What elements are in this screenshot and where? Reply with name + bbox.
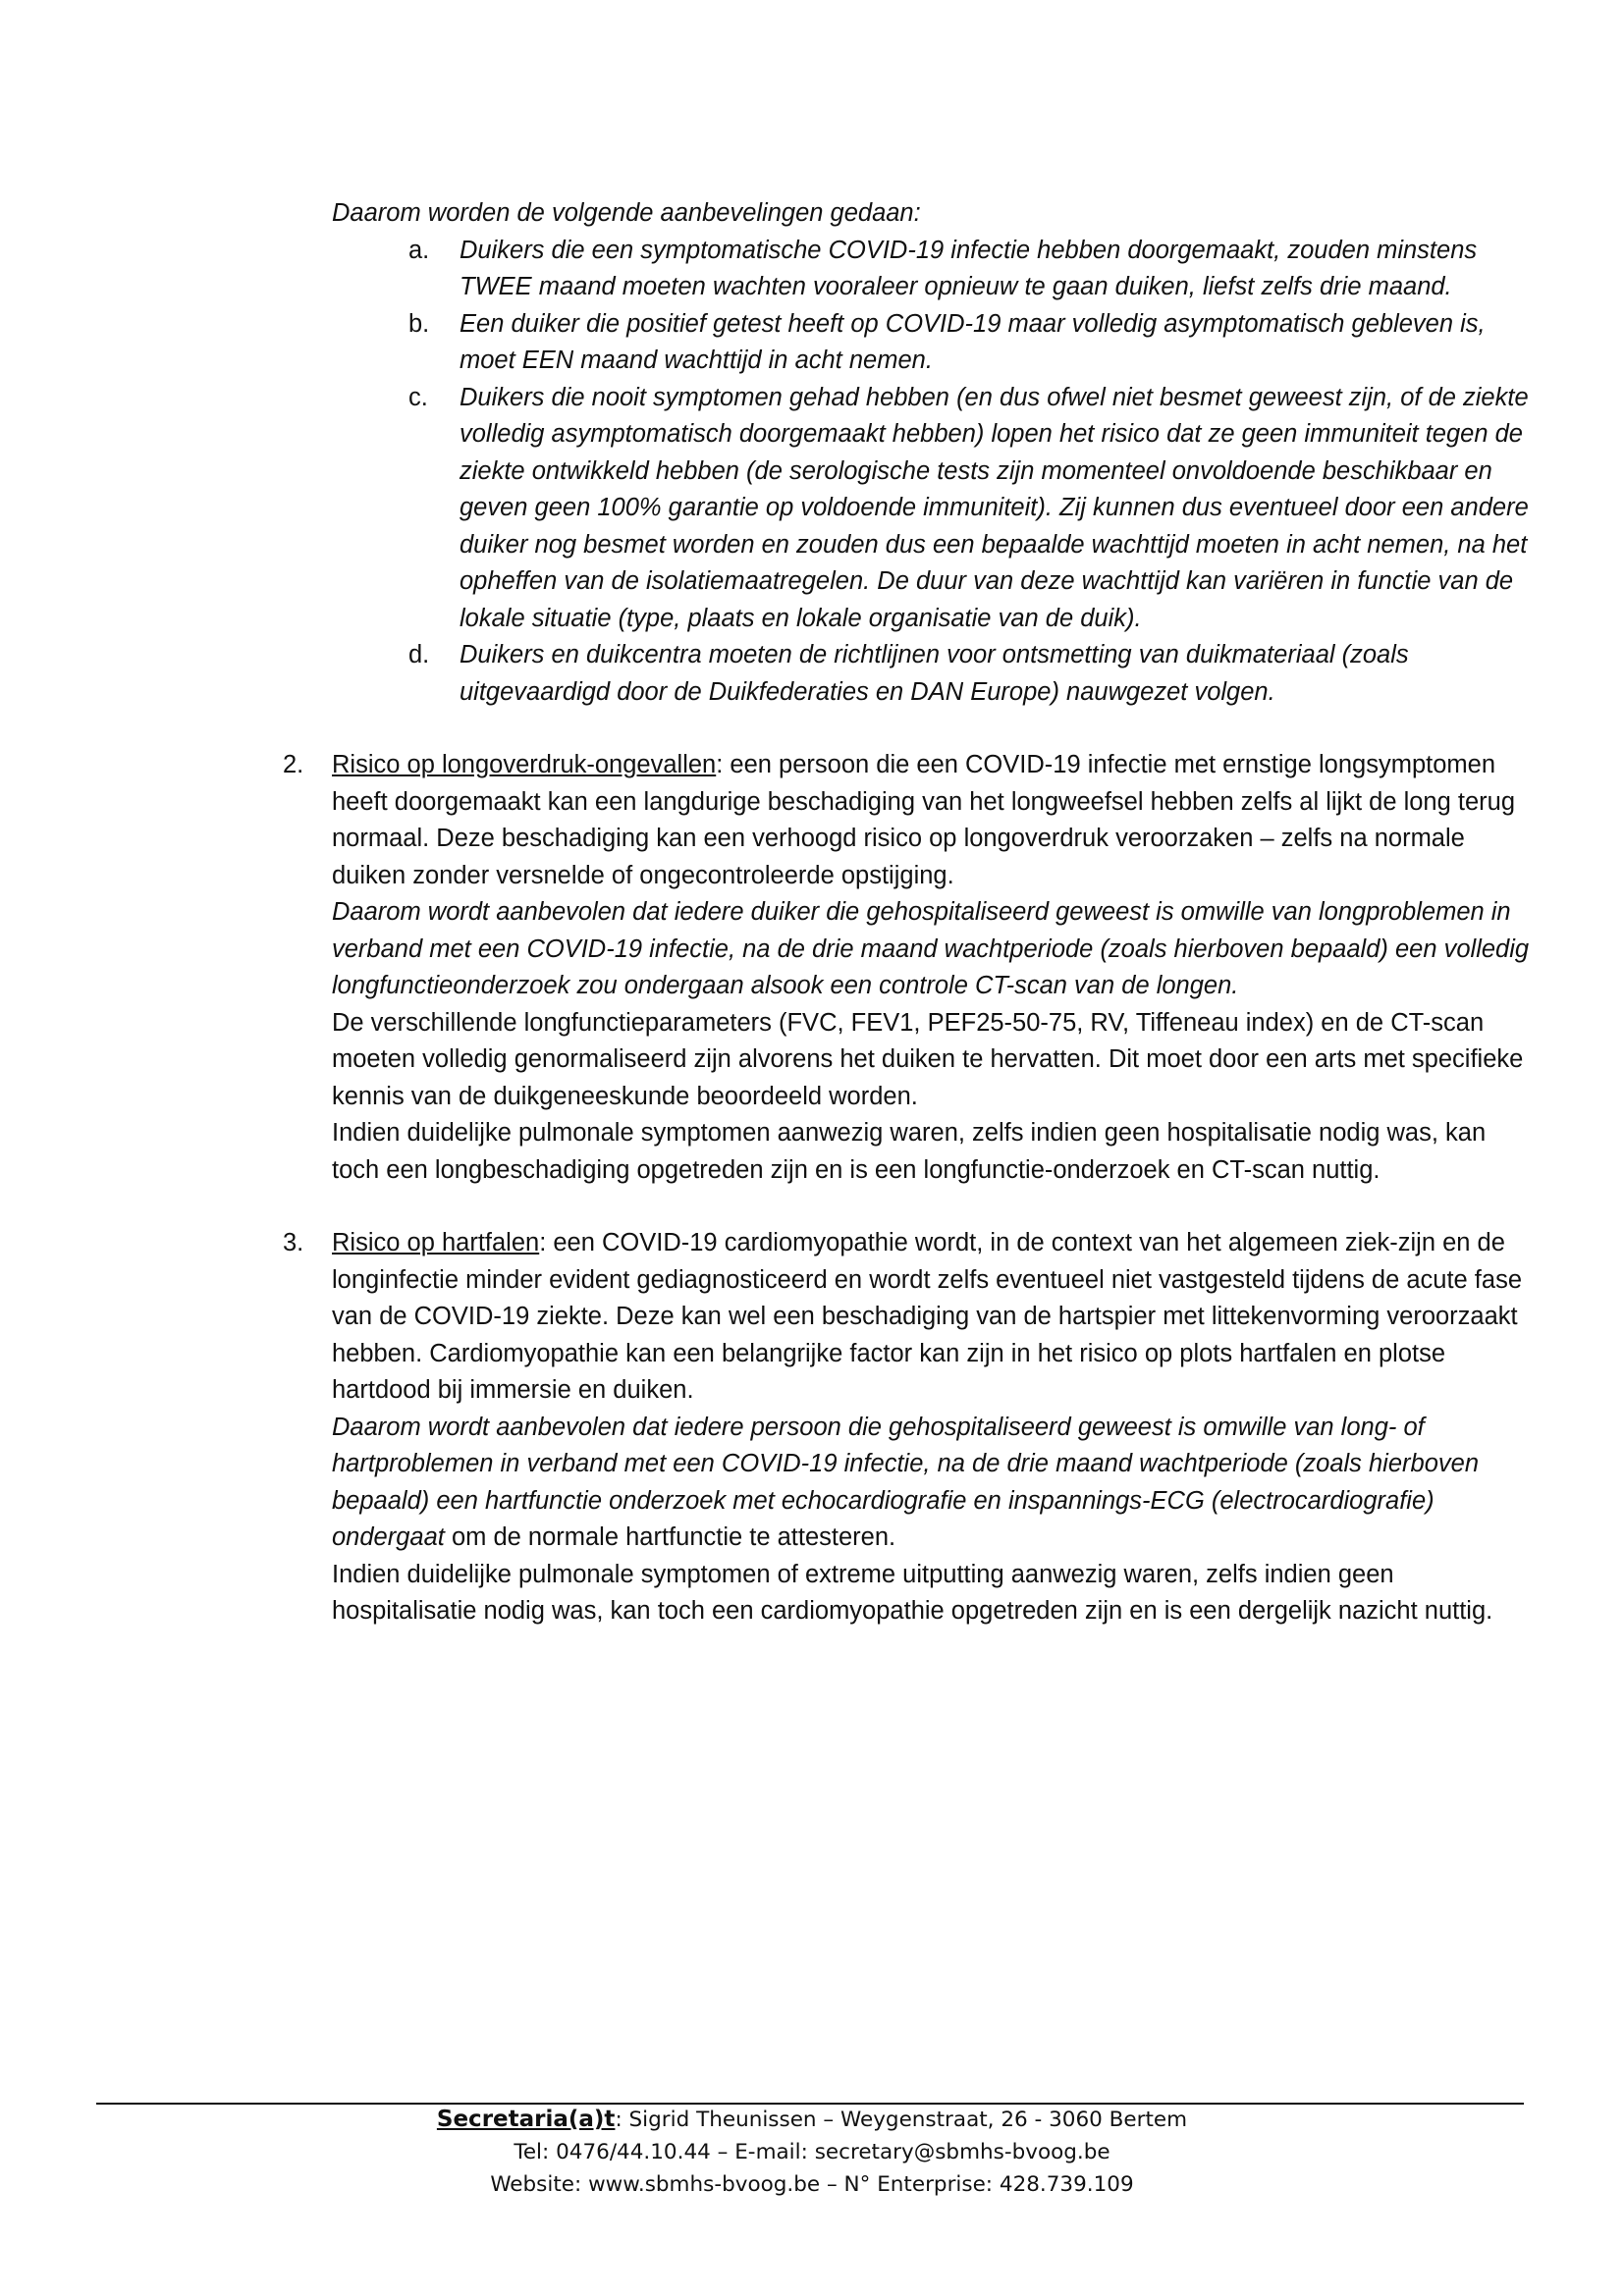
item-intro-paragraph: [332, 1225, 1535, 1410]
sub-item-d: [332, 637, 1535, 711]
item-intro-paragraph: [332, 747, 1535, 894]
sub-item-c: [332, 380, 1535, 638]
sub-item-a: [332, 233, 1535, 306]
item-recommendation: [332, 894, 1535, 1005]
item-paragraph: Indien duidelijke pulmonale symptomen of extreme uitputting aanwezig waren, zelfs indien geen hospitalisatie nodig was, kan toch een cardiomyopathie opgetreden zijn en is een dergelijk nazicht nuttig.: [332, 1560, 1493, 1625]
sub-item-label: c.: [408, 383, 428, 411]
item-paragraph: Indien duidelijke pulmonale symptomen aanwezig waren, zelfs indien geen hospitalisatie nodig was, kan toch een longbeschadiging opgetreden zijn en is een longfunctie-onderzoek en CT-scan nuttig.: [332, 1119, 1487, 1184]
spacer: [283, 711, 1535, 747]
sub-item-text: Duikers en duikcentra moeten de richtlijnen voor ontsmetting van duikmateriaal (zoals uitgevaardigd door de Duikfederaties en DAN Europe) nauwgezet volgen.: [460, 641, 1409, 706]
sub-item-label: a.: [408, 236, 430, 264]
sub-item-label: d.: [408, 641, 430, 668]
item-recommendation-italic: Daarom wordt aanbevolen dat iedere duiker die gehospitaliseerd geweest is omwille van longproblemen in verband met een COVID-19 infectie, na de drie maand wachtperiode (zoals hierboven bepaald) een volledig longfunctieonderzoek zou ondergaan alsook een controle CT-scan van de longen.: [332, 898, 1530, 999]
footer-line-secretariat: [0, 2104, 1624, 2136]
footer-lead: Secretaria(a)t: [436, 2107, 616, 2132]
sub-item-label: b.: [408, 309, 430, 338]
footer-line-contact: Tel: 0476/44.10.44 – E-mail: secretary@sbmhs-bvoog.be: [514, 2140, 1110, 2164]
item-longoverdruk: [283, 747, 1535, 1189]
item-recommendation-tail: om de normale hartfunctie te attesteren.: [444, 1523, 896, 1551]
footer-address: : Sigrid Theunissen – Weygenstraat, 26 - 3060 Bertem: [615, 2108, 1188, 2132]
footer-line-website: Website: www.sbmhs-bvoog.be – N° Enterprise: 428.739.109: [490, 2172, 1134, 2197]
item-text: : een persoon die een COVID-19 infectie met ernstige longsymptomen heeft doorgemaakt kan een langdurige beschadiging van het longweefsel hebben zelfs al lijkt de long terug normaal. Deze beschadiging kan een verhoogd risico op longoverdruk veroorzaken – zelfs na normale duiken zonder versnelde of ongecontroleerde opstijging.: [332, 751, 1515, 889]
sub-item-text: Een duiker die positief getest heeft op COVID-19 maar volledig asymptomatisch gebleven is, moet EEN maand wachttijd in acht nemen.: [460, 309, 1486, 374]
item-recommendation: [332, 1410, 1535, 1557]
item-recommendation-italic: Daarom wordt aanbevolen dat iedere persoon die gehospitaliseerd geweest is omwille van long- of hartproblemen in verband met een COVID-19 infectie, na de drie maand wachtperiode (zoals hierboven bepaald) een hartfunctie onderzoek met echocardiografie en inspannings-ECG (electrocardiografie) ondergaat: [332, 1413, 1479, 1551]
item-number: 2.: [283, 751, 304, 778]
item-number: 3.: [283, 1229, 304, 1256]
page-footer: [0, 2104, 1624, 2201]
recommendations-intro: Daarom worden de volgende aanbevelingen gedaan:: [332, 199, 921, 227]
spacer: [283, 1189, 1535, 1225]
recommendations-block: [283, 195, 1535, 711]
sub-item-b: [332, 306, 1535, 380]
page-content: [283, 195, 1535, 1630]
sub-item-text: Duikers die nooit symptomen gehad hebben (en dus ofwel niet besmet geweest zijn, of de ziekte volledig asymptomatisch doorgemaakt hebben) lopen het risico dat ze geen immuniteit tegen de ziekte ontwikkeld hebben (de serologische tests zijn momenteel onvoldoende beschikbaar en geven geen 100% garantie op voldoende immuniteit). Zij kunnen dus eventueel door een andere duiker nog besmet worden en zouden dus een bepaalde wachttijd moeten in acht nemen, na het opheffen van de isolatiemaatregelen. De duur van deze wachttijd kan variëren in functie van de lokale situatie (type, plaats en lokale organisatie van de duik).: [460, 383, 1529, 632]
sub-item-text: Duikers die een symptomatische COVID-19 infectie hebben doorgemaakt, zouden minstens TWEE maand moeten wachten vooraleer opnieuw te gaan duiken, liefst zelfs drie maand.: [460, 236, 1478, 300]
item-heading: Risico op hartfalen: [332, 1229, 540, 1256]
item-paragraph: De verschillende longfunctieparameters (FVC, FEV1, PEF25-50-75, RV, Tiffeneau index) en de CT-scan moeten volledig genormaliseerd zijn alvorens het duiken te hervatten. Dit moet door een arts met specifieke kennis van de duikgeneeskunde beoordeeld worden.: [332, 1008, 1524, 1110]
item-text: : een COVID-19 cardiomyopathie wordt, in de context van het algemeen ziek-zijn en de longinfectie minder evident gediagnosticeerd en wordt zelfs eventueel niet vastgesteld tijdens de acute fase van de COVID-19 ziekte. Deze kan wel een beschadiging van de hartspier met littekenvorming veroorzaakt hebben. Cardiomyopathie kan een belangrijke factor kan zijn in het risico op plots hartfalen en plotse hartdood bij immersie en duiken.: [332, 1229, 1523, 1404]
item-hartfalen: [283, 1225, 1535, 1630]
item-heading: Risico op longoverdruk-ongevallen: [332, 751, 717, 778]
